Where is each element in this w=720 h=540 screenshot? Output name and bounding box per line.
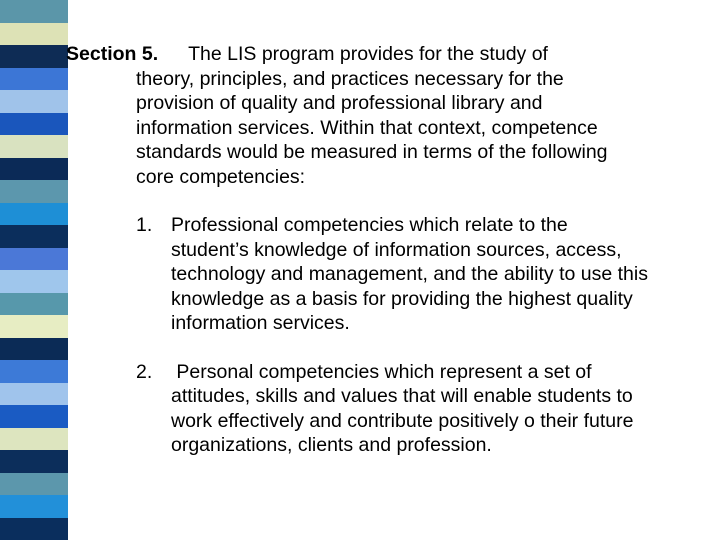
section-body [136, 67, 716, 190]
stripe-block [0, 113, 68, 136]
stripe-block [0, 90, 68, 113]
competency-line: knowledge as a basis for providing the highest quality [171, 287, 633, 310]
competency-line: Professional competencies which relate to the [171, 214, 568, 236]
section-label: Section 5. [66, 43, 159, 65]
decorative-color-stripe [0, 0, 68, 540]
stripe-block [0, 135, 68, 158]
competency-line: student’s knowledge of information sources, access, [171, 238, 622, 261]
competency-item-professional [66, 213, 716, 336]
section-body-line: theory, principles, and practices necessary for the [136, 67, 564, 90]
competency-number: 1. [136, 214, 153, 236]
stripe-block [0, 518, 68, 540]
slide-content [66, 42, 716, 458]
stripe-block [0, 248, 68, 271]
stripe-block [0, 383, 68, 406]
stripe-block [0, 293, 68, 316]
stripe-block [0, 68, 68, 91]
stripe-block [0, 158, 68, 181]
competency-item-personal [66, 360, 716, 458]
competency-line: Personal competencies which represent a set of [171, 360, 592, 383]
competency-line: attitudes, skills and values that will enable students to [171, 385, 633, 407]
competency-number: 2. [136, 360, 153, 383]
competency-line: work effectively and contribute positively o their future [171, 409, 634, 432]
stripe-block [0, 495, 68, 518]
stripe-block [0, 225, 68, 248]
stripe-block [0, 0, 68, 23]
competency-line: organizations, clients and profession. [171, 434, 492, 456]
competency-text [171, 213, 716, 336]
competency-list [66, 213, 716, 458]
competency-line: technology and management, and the ability to use this [171, 263, 648, 285]
stripe-block [0, 315, 68, 338]
stripe-block [0, 473, 68, 496]
stripe-block [0, 203, 68, 226]
stripe-block [0, 428, 68, 451]
stripe-block [0, 405, 68, 428]
stripe-block [0, 23, 68, 46]
stripe-block [0, 180, 68, 203]
stripe-block [0, 338, 68, 361]
competency-line: information services. [171, 312, 350, 334]
stripe-block [0, 270, 68, 293]
section-body-line: standards would be measured in terms of the following [136, 141, 608, 163]
section-body-line: information services. Within that context, competence [136, 116, 598, 139]
section-lead-text: The LIS program provides for the study of [188, 43, 548, 65]
stripe-block [0, 360, 68, 383]
competency-text [171, 360, 716, 458]
section-body-line: provision of quality and professional library and [136, 92, 543, 114]
stripe-block [0, 45, 68, 68]
section-heading-line [66, 42, 716, 67]
stripe-block [0, 450, 68, 473]
section-body-line: core competencies: [136, 165, 306, 188]
